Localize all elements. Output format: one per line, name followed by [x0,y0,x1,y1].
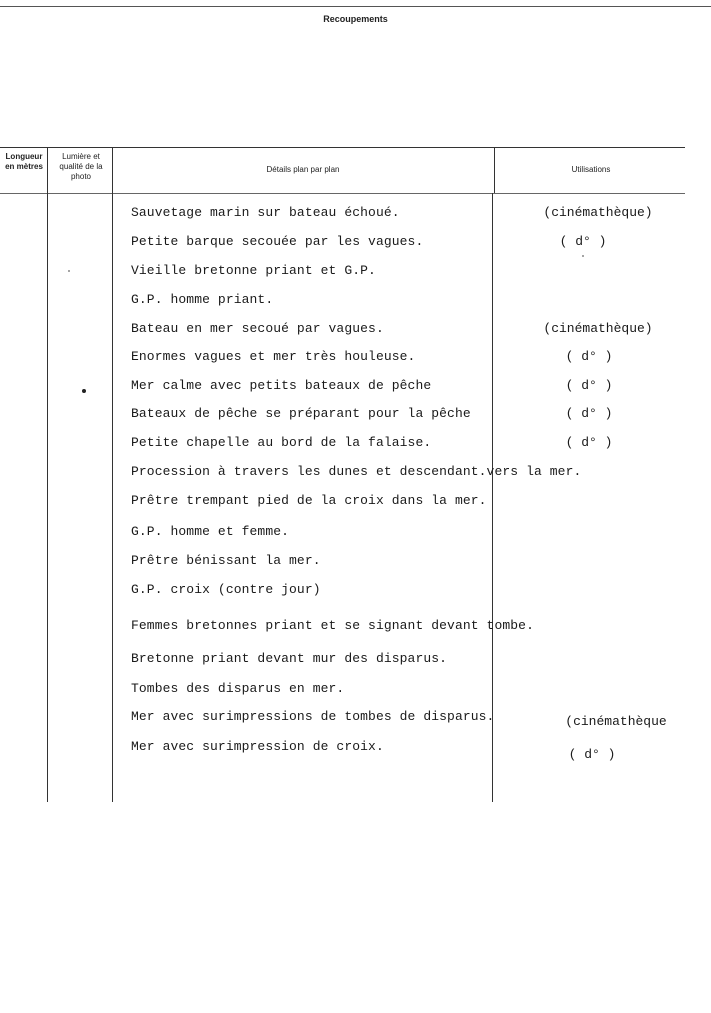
use-cell: ( d° ) [559,234,607,249]
speck-mark [68,270,70,272]
column-divider-3-head [494,147,495,193]
detail-row: Petite chapelle au bord de la falaise. [131,435,432,450]
detail-row: Bateau en mer secoué par vagues. [131,321,384,336]
detail-row: Petite barque secouée par les vagues. [131,234,424,249]
table-top-rule [0,147,685,148]
page-title: Recoupements [323,14,388,24]
use-cell: (cinémathèque [565,714,667,729]
use-cell: ( d° ) [565,406,613,421]
use-cell: ( d° ) [568,747,616,762]
detail-row: Mer avec surimpression de croix. [131,739,384,754]
speck-mark [582,255,584,257]
use-cell: ( d° ) [565,378,613,393]
detail-row: Enormes vagues et mer très houleuse. [131,349,416,364]
dot-mark [82,389,86,393]
detail-row: Prêtre bénissant la mer. [131,553,321,568]
column-divider-1 [47,147,48,802]
detail-row: Bretonne priant devant mur des disparus. [131,651,448,666]
detail-row: Mer avec surimpressions de tombes de disparus. [131,709,495,724]
use-cell: (cinémathèque) [543,205,653,220]
detail-row: G.P. homme et femme. [131,524,290,539]
detail-row: Tombes des disparus en mer. [131,681,345,696]
detail-row: Prêtre trempant pied de la croix dans la mer. [131,493,487,508]
detail-row: Mer calme avec petits bateaux de pêche [131,378,432,393]
use-cell: ( d° ) [565,349,613,364]
detail-row: Procession à travers les dunes et descendant.vers la mer. [131,464,582,479]
header-uses: Utilisations [571,165,611,174]
detail-row: G.P. croix (contre jour) [131,582,321,597]
detail-row: Vieille bretonne priant et G.P. [131,263,376,278]
detail-row: Femmes bretonnes priant et se signant devant tombe. [131,618,534,633]
header-light: Lumière et qualité de la photo [59,152,103,181]
use-cell: (cinémathèque) [543,321,653,336]
detail-row: G.P. homme priant. [131,292,274,307]
header-bottom-rule [0,193,685,194]
detail-row: Sauvetage marin sur bateau échoué. [131,205,400,220]
header-length: Longueur en mètres [5,152,43,171]
top-rule [0,6,711,7]
detail-row: Bateaux de pêche se préparant pour la pêche [131,406,471,421]
use-cell: ( d° ) [565,435,613,450]
header-details: Détails plan par plan [266,165,340,174]
column-divider-2 [112,147,113,802]
